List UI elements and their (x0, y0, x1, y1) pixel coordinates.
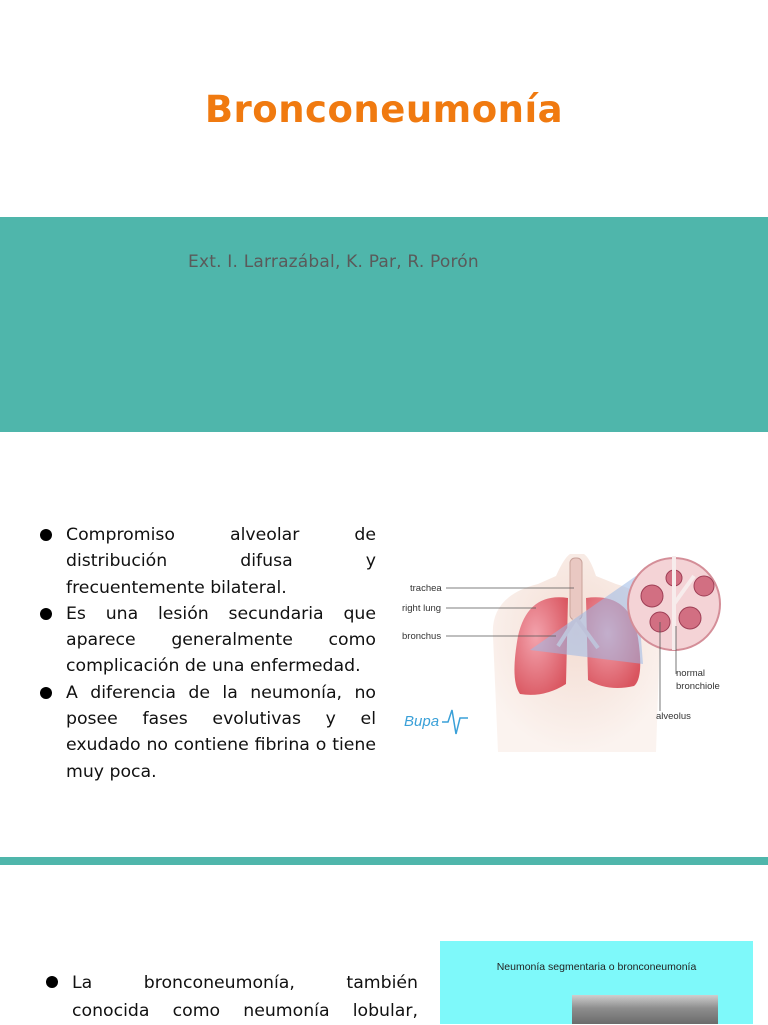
bullet-icon (46, 976, 58, 988)
lung-diagram (398, 546, 738, 752)
xray-caption: Neumonía segmentaria o bronconeumonía (496, 961, 697, 973)
bullet-icon (40, 608, 52, 620)
lung-illustration (398, 546, 738, 752)
list-item-text: A diferencia de la neumonía, no posee fases evolutivas y el exudado no contiene fibrina o tiene muy poca. (66, 682, 376, 782)
heartbeat-icon (442, 710, 468, 734)
title-band (0, 217, 768, 432)
list-item (36, 680, 376, 785)
list-item-text: Es una lesión secundaria que aparece generalmente como complicación de una enfermedad. (66, 603, 376, 677)
list-item-continued (42, 997, 418, 1025)
bullet-icon (40, 687, 52, 699)
bupa-logo: Bupa (404, 713, 440, 730)
list-item-text: Compromiso alveolar de distribución difusa y frecuentemente bilateral. (66, 525, 376, 598)
label-bronchiole: bronchiole (676, 681, 720, 692)
bullet-list-2 (42, 969, 418, 1025)
list-item (42, 969, 418, 997)
bullet-icon (40, 529, 52, 541)
slide-title: Bronconeumonía (204, 88, 564, 131)
list-item-line: La bronconeumonía, también (72, 973, 418, 993)
authors: Ext. I. Larrazábal, K. Par, R. Porón (188, 252, 479, 272)
label-trachea: trachea (410, 583, 442, 594)
list-item (36, 601, 376, 680)
label-bronchus: bronchus (402, 631, 442, 642)
xray-image (572, 995, 718, 1024)
label-right-lung: right lung (402, 603, 442, 614)
trachea-shape (570, 558, 582, 620)
list-item-line: conocida como neumonía lobular, (72, 1001, 418, 1021)
bullet-list (36, 522, 376, 785)
label-alveolus: alveolus (656, 711, 691, 722)
label-normal: normal (676, 668, 706, 679)
list-item (36, 522, 376, 601)
section-divider (0, 857, 768, 865)
